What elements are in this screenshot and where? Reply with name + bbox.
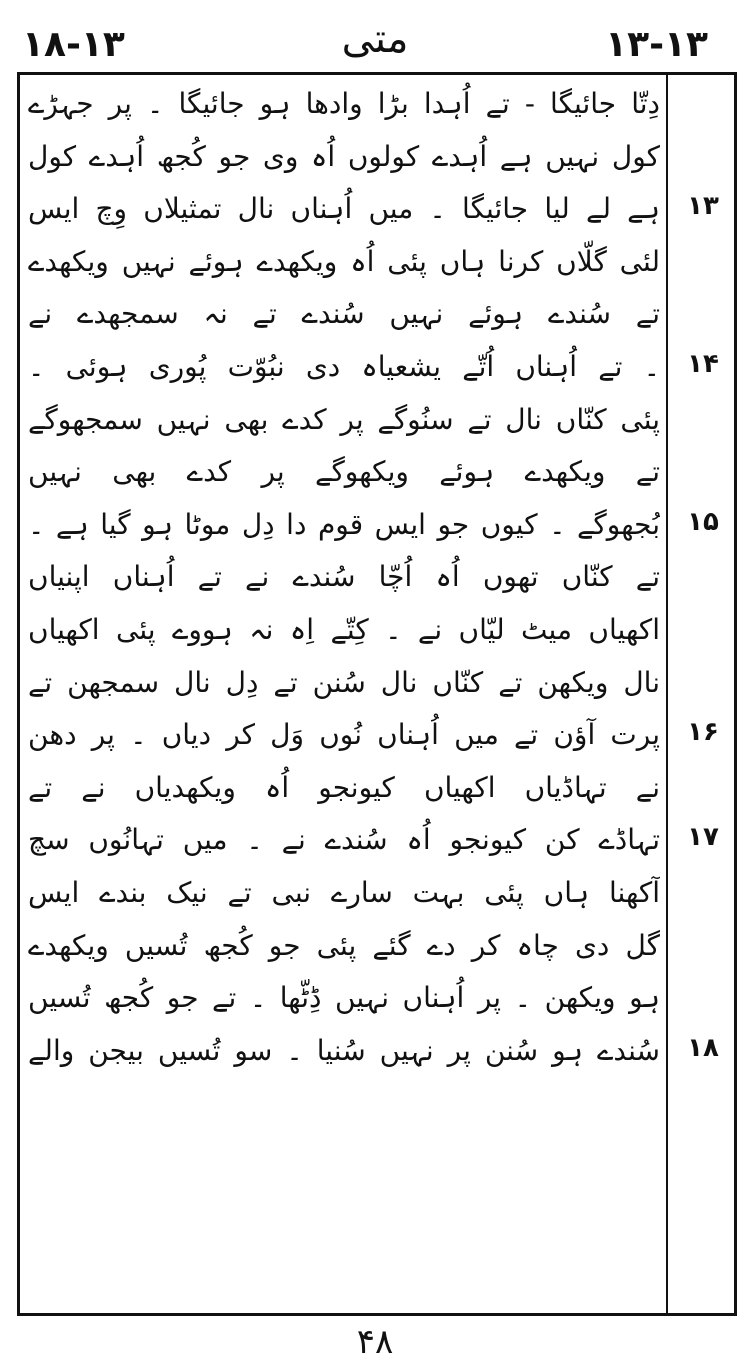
text-line: ہو ویکھن ۔ پر اُہناں نہیں ڈِٹّھا ۔ تے جو کُجھ تُسیں — [28, 981, 660, 1015]
text-line: لئی گلّاں کرنا ہاں پئی اُہ ویکھدے ہوئے نہیں ویکھدے — [28, 244, 660, 278]
text-line: گل دی چاہ کر دے گئے پئی جو کُجھ تُسیں ویکھدے — [28, 928, 660, 962]
text-line: تے ویکھدے ہوئے ویکھوگے پر کدے بھی نہیں — [28, 455, 660, 489]
text-line: اکھیاں میٹ لیّاں نے ۔ کِتّے اِہ نہ ہووے پئی اکھیاں — [28, 612, 660, 646]
text-line: دِتّا جائیگا - تے اُہدا بڑا وادھا ہو جائیگا ۔ پر جہڑے — [28, 87, 660, 120]
verse-number: ۱۸ — [687, 1032, 719, 1063]
text-line: نے تہاڈیاں اکھیاں کیونجو اُہ ویکھدیاں نے تے — [28, 770, 660, 804]
text-line: ہے لے لیا جائیگا ۔ میں اُہناں نال تمثیلاں وِچ ایس — [28, 192, 660, 226]
text-line: کول نہیں ہے اُہدے کولوں اُہ وی جو کُجھ اُہدے کول — [28, 139, 660, 173]
verse-range-right: ۱۳-۱۳ — [605, 24, 708, 65]
text-line: تہاڈے کن کیونجو اُہ سُندے نے ۔ میں تہانُوں سچ — [28, 823, 660, 857]
verse-number: ۱۴ — [687, 349, 719, 379]
verse-number: ۱۶ — [687, 717, 719, 748]
text-line: نال ویکھن تے کنّاں نال سُنن تے دِل نال سمجھن تے — [28, 665, 660, 699]
text-line: آکھنا ہاں پئی بہت سارے نبی تے نیک بندے ایس — [28, 875, 660, 909]
text-line: پئی کنّاں نال تے سنُوگے پر کدے بھی نہیں سمجھوگے — [28, 402, 660, 436]
book-title: متی — [341, 16, 409, 62]
verse-range-left: ۱۸-۱۳ — [22, 24, 125, 65]
text-line: تے کنّاں تھوں اُہ اُچّا سُندے نے تے اُہناں اپنیاں — [28, 560, 660, 594]
text-line: ۔ تے اُہناں اُتّے یشعیاہ دی نبُوّت پُوری ہوئی ۔ — [28, 349, 660, 383]
text-line: بُجھوگے ۔ کیوں جو ایس قوم دا دِل موٹا ہو گیا ہے ۔ — [28, 507, 660, 541]
text-line: پرت آؤن تے میں اُہناں نُوں وَل کر دیاں ۔ پر دھن — [28, 718, 660, 752]
text-line: تے سُندے ہوئے نہیں سُندے تے نہ سمجھدے نے — [28, 297, 660, 331]
verse-number: ۱۷ — [687, 822, 719, 853]
text-line: سُندے ہو سُنن پر نہیں سُنیا ۔ سو تُسیں بیجن والے — [28, 1033, 660, 1067]
body-text — [28, 78, 660, 1077]
verse-number: ۱۵ — [687, 506, 719, 537]
verse-number: ۱۳ — [687, 191, 719, 222]
page-header — [0, 14, 750, 74]
page-number: ۴۸ — [356, 1322, 394, 1362]
verse-column-divider — [666, 72, 668, 1316]
